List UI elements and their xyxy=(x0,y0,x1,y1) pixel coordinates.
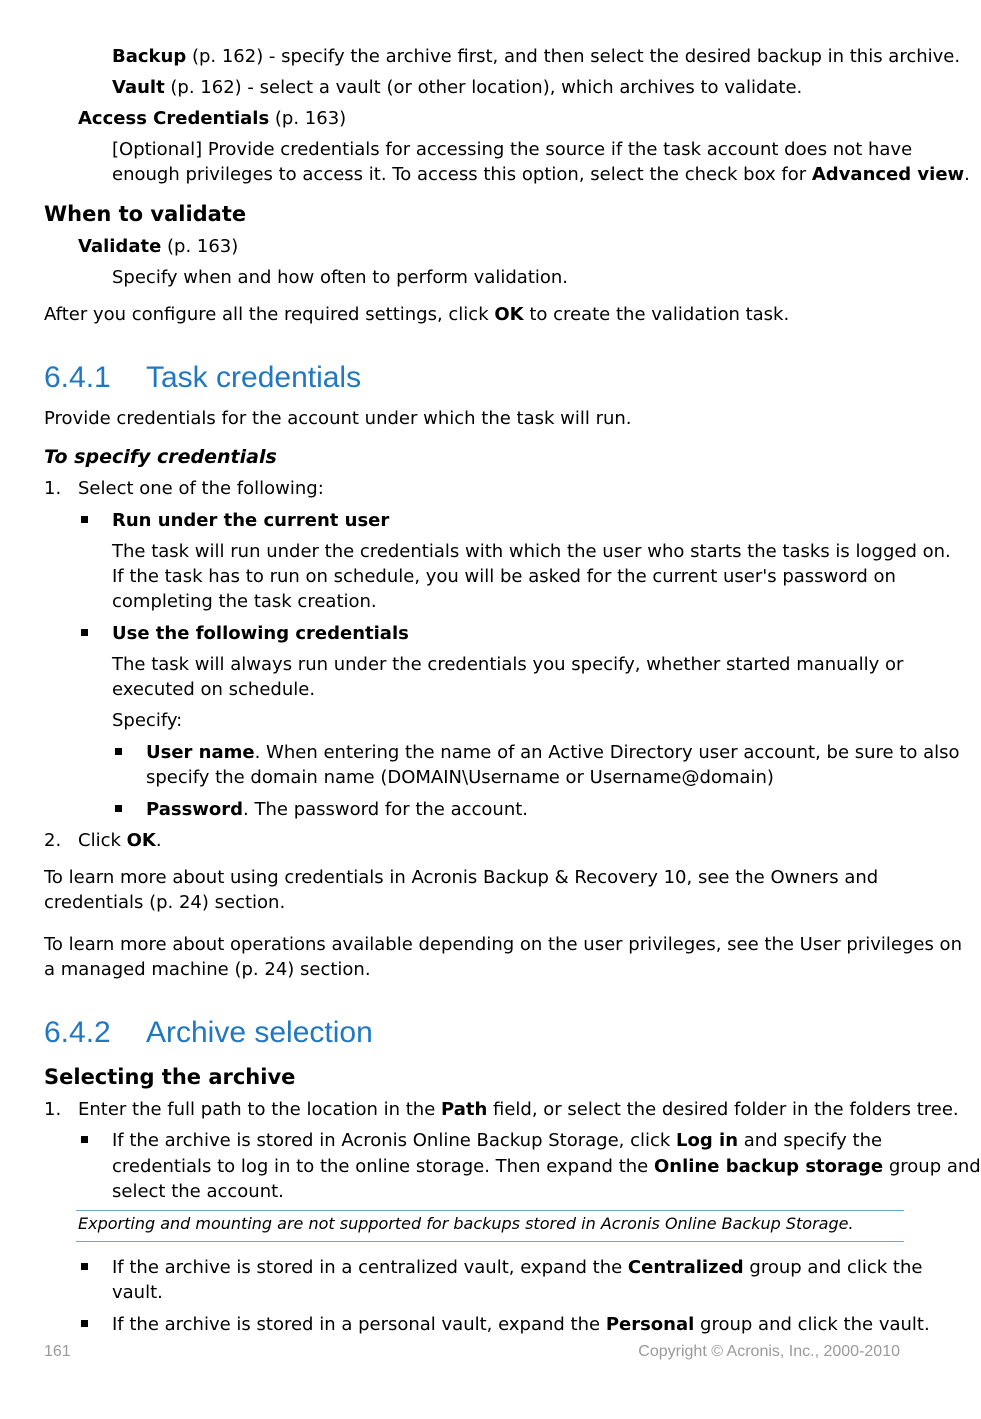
archive-option-line: If the archive is stored in a centralized vault, expand the Centralized group and click the xyxy=(112,1257,923,1278)
option-title: Use the following credentials xyxy=(112,623,409,644)
bullet-icon xyxy=(81,1136,88,1143)
option-description-line: The task will always run under the credentials you specify, whether started manually or xyxy=(112,654,904,675)
vault-item: Vault (p. 162) - select a vault (or other location), which archives to validate. xyxy=(112,77,803,98)
archive-option-line: select the account. xyxy=(112,1181,284,1202)
note-text: Exporting and mounting are not supported for backups stored in Acronis Online Backup Storage. xyxy=(78,1214,854,1233)
when-to-validate-heading: When to validate xyxy=(44,202,247,226)
step-number: 1. xyxy=(44,1099,62,1120)
option-description-line: executed on schedule. xyxy=(112,679,316,700)
learn-more-paragraph: To learn more about using credentials in Acronis Backup & Recovery 10, see the Owners and xyxy=(44,867,879,888)
optional-text-line: [Optional] Provide credentials for accessing the source if the task account does not have xyxy=(112,139,913,160)
selecting-archive-heading: Selecting the archive xyxy=(44,1065,296,1089)
option-description-line: completing the task creation. xyxy=(112,591,377,612)
section-heading-task-credentials: 6.4.1 Task credentials xyxy=(44,361,362,394)
section-heading-archive-selection: 6.4.2 Archive selection xyxy=(44,1016,373,1049)
step-number: 1. xyxy=(44,478,62,499)
archive-option-line: If the archive is stored in Acronis Online Backup Storage, click Log in and specify the xyxy=(112,1130,883,1151)
access-credentials-item: Access Credentials (p. 163) xyxy=(78,108,347,129)
copyright-text: Copyright © Acronis, Inc., 2000-2010 xyxy=(638,1343,900,1360)
step-text: Click OK. xyxy=(78,830,162,851)
option-description-line: The task will run under the credentials with which the user who starts the tasks is logged on. xyxy=(112,541,951,562)
learn-more-paragraph: a managed machine (p. 24) section. xyxy=(44,959,371,980)
username-item-line: specify the domain name (DOMAIN\Username or Username@domain) xyxy=(146,767,774,788)
password-item: Password. The password for the account. xyxy=(146,799,529,820)
bullet-icon xyxy=(81,629,88,636)
bullet-icon xyxy=(81,516,88,523)
archive-option-line: vault. xyxy=(112,1282,163,1303)
page-number: 161 xyxy=(44,1343,71,1360)
section-intro: Provide credentials for the account under which the task will run. xyxy=(44,408,632,429)
option-description-line: If the task has to run on schedule, you will be asked for the current user's password on xyxy=(112,566,896,587)
archive-option-line: If the archive is stored in a personal vault, expand the Personal group and click the vault. xyxy=(112,1314,930,1335)
bullet-icon xyxy=(115,805,122,812)
specify-label: Specify: xyxy=(112,710,183,731)
learn-more-paragraph: credentials (p. 24) section. xyxy=(44,892,286,913)
step-text: Select one of the following: xyxy=(78,478,324,499)
username-item: User name. When entering the name of an Active Directory user account, be sure to also xyxy=(146,742,960,763)
archive-option-line: credentials to log in to the online storage. Then expand the Online backup storage group and xyxy=(112,1156,981,1177)
optional-text-line: enough privileges to access it. To access this option, select the check box for Advanced view. xyxy=(112,164,970,185)
after-configure-paragraph: After you configure all the required settings, click OK to create the validation task. xyxy=(44,304,790,325)
option-title: Run under the current user xyxy=(112,510,390,531)
bullet-icon xyxy=(81,1320,88,1327)
backup-item: Backup (p. 162) - specify the archive first, and then select the desired backup in this archive. xyxy=(112,46,961,67)
note-bottom-rule xyxy=(76,1241,904,1242)
step-number: 2. xyxy=(44,830,62,851)
procedure-heading: To specify credentials xyxy=(44,446,277,468)
validate-description: Specify when and how often to perform validation. xyxy=(112,267,569,288)
note-top-rule xyxy=(76,1210,904,1211)
learn-more-paragraph: To learn more about operations available depending on the user privileges, see the User privileges on xyxy=(44,934,962,955)
step-text: Enter the full path to the location in the Path field, or select the desired folder in the folders tree. xyxy=(78,1099,959,1120)
bullet-icon xyxy=(81,1263,88,1270)
validate-item: Validate (p. 163) xyxy=(78,236,239,257)
bullet-icon xyxy=(115,748,122,755)
